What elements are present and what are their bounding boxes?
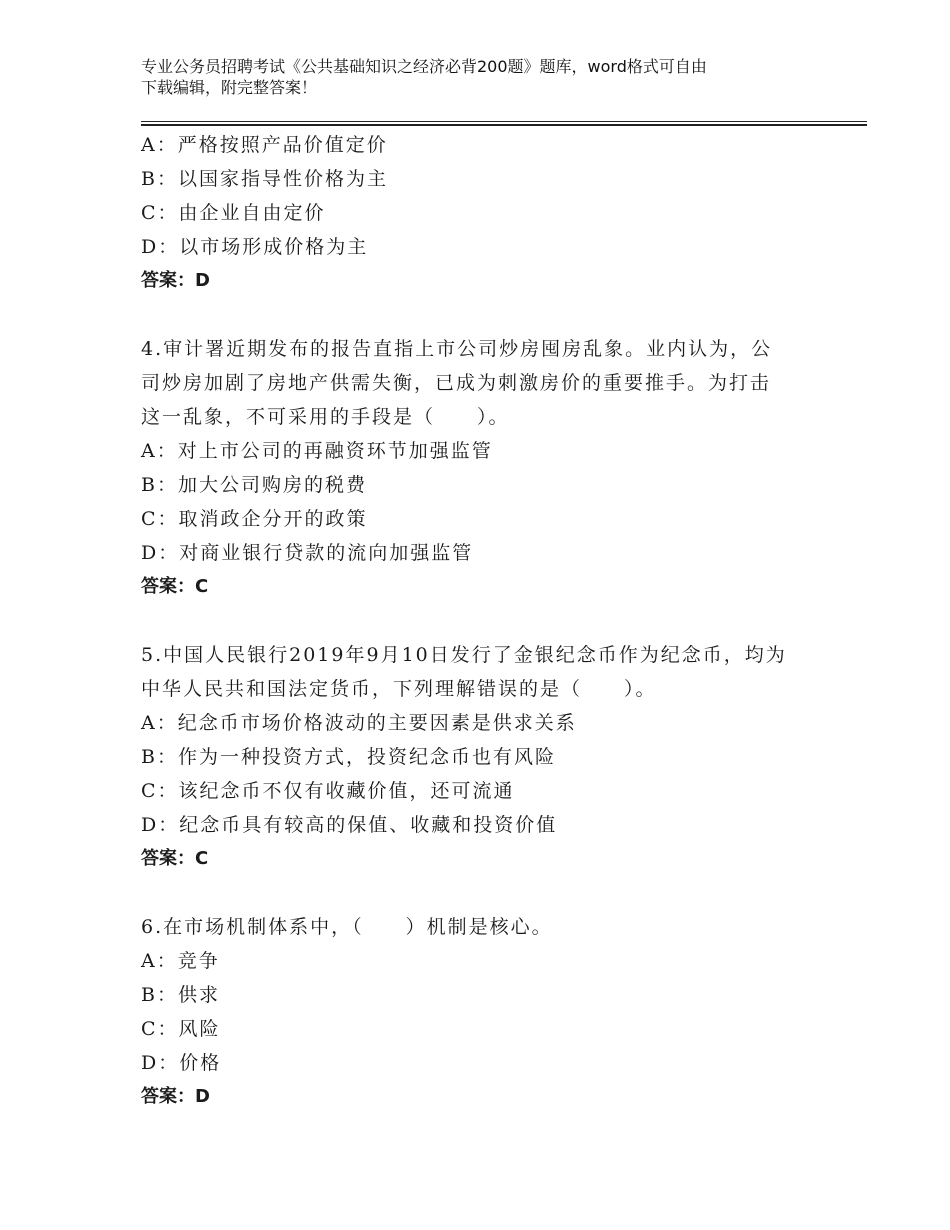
question-text-line: 4.审计署近期发布的报告直指上市公司炒房囤房乱象。业内认为，公: [141, 338, 773, 360]
answer-line: 答案：C: [141, 576, 209, 597]
option-c: C：取消政企分开的政策: [141, 508, 368, 530]
option-d: D：对商业银行贷款的流向加强监管: [141, 542, 474, 564]
document-header: [141, 56, 821, 98]
question-5: [141, 638, 821, 876]
option-b: B：作为一种投资方式，投资纪念币也有风险: [141, 746, 556, 768]
answer-line: 答案：D: [141, 270, 210, 291]
option-a: A：纪念币市场价格波动的主要因素是供求关系: [141, 712, 577, 734]
option-c: C：风险: [141, 1018, 221, 1040]
option-b: B：供求: [141, 984, 220, 1006]
header-line-1: 专业公务员招聘考试《公共基础知识之经济必背200题》题库，word格式可自由: [141, 57, 707, 76]
question-text-line: 这一乱象，不可采用的手段是（ ）。: [141, 406, 510, 428]
question-text-line: 司炒房加剧了房地产供需失衡，已成为刺激房价的重要推手。为打击: [141, 372, 772, 394]
option-a: A：竞争: [141, 950, 220, 972]
answer-line: 答案：D: [141, 1086, 210, 1107]
option-c: C：由企业自由定价: [141, 202, 326, 224]
option-d: D：价格: [141, 1052, 222, 1074]
option-c: C：该纪念币不仅有收藏价值，还可流通: [141, 780, 515, 802]
option-b: B：加大公司购房的税费: [141, 474, 367, 496]
question-3-continued: [141, 128, 821, 298]
answer-line: 答案：C: [141, 848, 209, 869]
option-b: B：以国家指导性价格为主: [141, 168, 388, 190]
question-6: [141, 910, 821, 1114]
question-4: [141, 332, 821, 604]
option-d: D：纪念币具有较高的保值、收藏和投资价值: [141, 814, 558, 836]
option-d: D：以市场形成价格为主: [141, 236, 369, 258]
question-text-line: 6.在市场机制体系中，（ ）机制是核心。: [141, 916, 553, 938]
document-body: [141, 128, 821, 1114]
option-a: A：严格按照产品价值定价: [141, 134, 388, 156]
question-text-line: 5.中国人民银行2019年9月10日发行了金银纪念币作为纪念币，均为: [141, 644, 787, 666]
header-rule-thin: [141, 121, 867, 122]
option-a: A：对上市公司的再融资环节加强监管: [141, 440, 493, 462]
header-line-2: 下载编辑，附完整答案！: [141, 78, 318, 97]
question-text-line: 中华人民共和国法定货币，下列理解错误的是（ ）。: [141, 678, 657, 700]
header-rule-thick: [141, 124, 867, 126]
